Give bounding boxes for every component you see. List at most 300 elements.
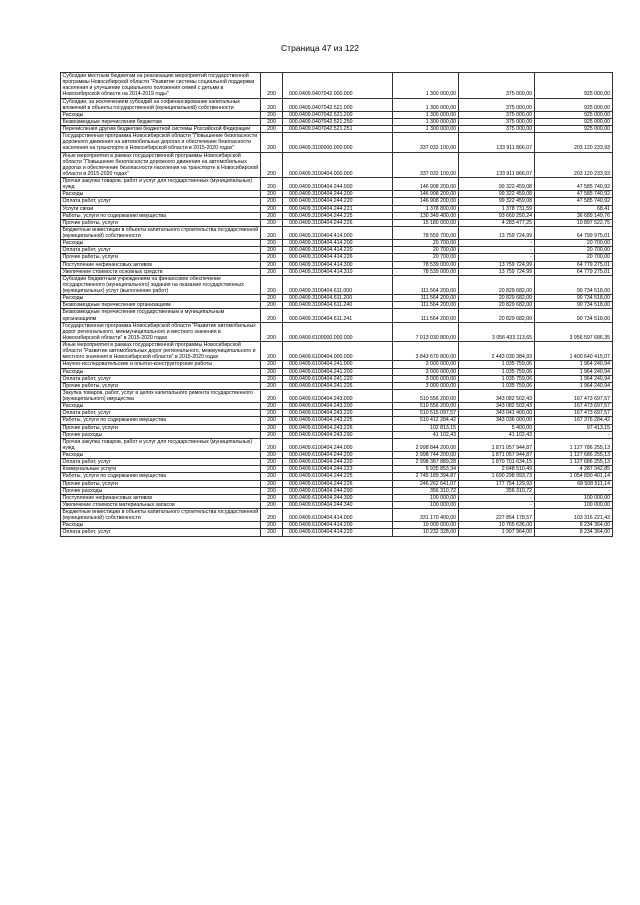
row-name: Оплата работ, услуг <box>61 198 261 205</box>
row-remaining: 1 400 640 415,07 <box>534 342 612 361</box>
table-row <box>61 191 613 198</box>
row-budget-code: 000.0409.6100404.244.000 <box>283 438 393 451</box>
row-budget-code: 000.0409.6100404.243.000 <box>283 389 393 402</box>
row-approved: 111 564 200,00 <box>392 295 458 302</box>
row-budget-code: 000.0409.6100404.241.220 <box>283 375 393 382</box>
row-executed: 13 759 724,99 <box>458 226 534 239</box>
row-executed: 2 443 030 384,93 <box>458 342 534 361</box>
row-executed: 133 911 866,07 <box>458 152 534 178</box>
row-name: Иные мероприятия в рамках государственной программы Новосибирской области "Развитие автомобильных дорог регионального, межмуниципального и местного значения в Новосибирской области" в 2015-2020 годах <box>61 342 261 361</box>
table-row <box>61 431 613 438</box>
budget-table-body <box>61 73 613 537</box>
row-executed: 375 000,00 <box>458 98 534 111</box>
row-budget-code: 000.0409.0407042.521.250 <box>283 118 393 125</box>
table-row <box>61 459 613 466</box>
table-row <box>61 417 613 424</box>
row-approved: 2 998 744 200,00 <box>392 452 458 459</box>
row-executed: 375 000,00 <box>458 118 534 125</box>
row-executed: 1 035 759,06 <box>458 382 534 389</box>
table-row <box>61 212 613 219</box>
table-row <box>61 240 613 247</box>
row-executed: 343 041 400,00 <box>458 410 534 417</box>
row-budget-code: 000.0409.3100404.244.220 <box>283 198 393 205</box>
row-name: Прочие работы, услуги <box>61 219 261 226</box>
table-row <box>61 247 613 254</box>
row-line-code: 200 <box>261 191 283 198</box>
row-line-code: 200 <box>261 198 283 205</box>
row-approved: 1 300 000,00 <box>392 126 458 133</box>
row-remaining: 925 000,00 <box>534 73 612 99</box>
row-line-code: 200 <box>261 509 283 522</box>
row-approved: 130 349 400,00 <box>392 212 458 219</box>
row-budget-code: 000.0409.3100404.244.000 <box>283 178 393 191</box>
row-line-code: 200 <box>261 302 283 309</box>
row-approved: 146 908 200,00 <box>392 198 458 205</box>
row-name: Субсидии, за исключением субсидий на софинансирование капитальных вложений в объекты государственной (муниципальной) собственности <box>61 98 261 111</box>
row-approved: 19 000 000,00 <box>392 522 458 529</box>
row-budget-code: 000.0409.6100404.243.220 <box>283 410 393 417</box>
row-budget-code: 000.0409.3100404.000.000 <box>283 152 393 178</box>
row-remaining: 100 000,00 <box>534 494 612 501</box>
row-line-code: 200 <box>261 522 283 529</box>
row-line-code: 200 <box>261 473 283 480</box>
row-budget-code: 000.0409.6100404.244.226 <box>283 480 393 487</box>
row-remaining: 925 000,00 <box>534 111 612 118</box>
row-remaining: 64 779 275,01 <box>534 268 612 275</box>
row-executed: 93 660 250,24 <box>458 212 534 219</box>
row-budget-code: 000.0409.6100404.241.200 <box>283 368 393 375</box>
row-line-code: 200 <box>261 219 283 226</box>
row-executed: 99 322 459,08 <box>458 191 534 198</box>
row-remaining: 925 000,00 <box>534 126 612 133</box>
row-approved: 7 013 030 800,00 <box>392 322 458 341</box>
row-approved: 1 300 000,00 <box>392 118 458 125</box>
row-executed: 343 082 502,43 <box>458 389 534 402</box>
row-name: Поступление нефинансовых активов <box>61 261 261 268</box>
row-line-code: 200 <box>261 501 283 508</box>
row-name: Перечисления другим бюджетам бюджетной системы Российской Федерации <box>61 126 261 133</box>
table-row <box>61 309 613 322</box>
row-remaining: 90 734 518,00 <box>534 295 612 302</box>
row-name: Расходы <box>61 295 261 302</box>
row-executed: 13 759 724,99 <box>458 268 534 275</box>
row-name: Оплата работ, услуг <box>61 529 261 536</box>
row-executed: 1 871 057 944,87 <box>458 452 534 459</box>
row-line-code: 200 <box>261 178 283 191</box>
row-name: Закупка товаров, работ, услуг в целях капитального ремонта государственного (муниципального) имущества <box>61 389 261 402</box>
row-line-code: 200 <box>261 309 283 322</box>
table-row <box>61 403 613 410</box>
row-approved: 331 170 400,00 <box>392 509 458 522</box>
row-approved: 1 300 000,00 <box>392 73 458 99</box>
row-line-code: 200 <box>261 459 283 466</box>
table-row <box>61 494 613 501</box>
table-row <box>61 368 613 375</box>
row-name: Иные мероприятия в рамках государственной программы Новосибирской области "Повышение безопасности дорожного движения на автомобильных дорогах и обеспечение безопасности населения на транспорте в Новосибирской области в 2015-2020 годах" <box>61 152 261 178</box>
row-remaining: 90 734 518,00 <box>534 275 612 294</box>
row-budget-code: 000.0409.3100404.611.000 <box>283 275 393 294</box>
row-budget-code: 000.0409.3100404.611.240 <box>283 302 393 309</box>
row-executed: - <box>458 494 534 501</box>
row-remaining: 203 120 233,93 <box>534 133 612 152</box>
row-remaining: 20 700,00 <box>534 254 612 261</box>
row-executed: 99 322 459,08 <box>458 178 534 191</box>
row-budget-code: 000.0409.3100404.244.226 <box>283 219 393 226</box>
row-name: Коммунальные услуги <box>61 466 261 473</box>
row-budget-code: 000.0409.6100404.241.226 <box>283 382 393 389</box>
row-line-code: 200 <box>261 375 283 382</box>
row-approved: 356 310,72 <box>392 487 458 494</box>
budget-table <box>60 72 613 537</box>
row-approved: 78 559 700,00 <box>392 226 458 239</box>
row-remaining: 64 799 975,01 <box>534 226 612 239</box>
row-name: Прочие работы, услуги <box>61 254 261 261</box>
row-remaining: 1 054 890 401,14 <box>534 473 612 480</box>
row-name: Безвозмездные перечисления организациям <box>61 302 261 309</box>
row-name: Расходы <box>61 522 261 529</box>
row-approved: 20 700,00 <box>392 240 458 247</box>
row-approved: 246 262 641,07 <box>392 480 458 487</box>
row-name: Прочая закупка товаров, работ и услуг для государственных (муниципальных) нужд <box>61 438 261 451</box>
row-approved: 41 102,43 <box>392 431 458 438</box>
table-row <box>61 295 613 302</box>
row-name: Прочие работы, услуги <box>61 382 261 389</box>
row-line-code: 200 <box>261 126 283 133</box>
row-name: Прочая закупка товаров, работ и услуг для государственных (муниципальных) нужд <box>61 178 261 191</box>
row-line-code: 200 <box>261 261 283 268</box>
row-budget-code: 000.0409.6100404.244.300 <box>283 494 393 501</box>
row-name: Безвозмездные перечисления бюджетам <box>61 118 261 125</box>
row-executed: 2 648 510,49 <box>458 466 534 473</box>
row-remaining: 3 956 597 686,35 <box>534 322 612 341</box>
row-budget-code: 000.0409.6100404.000.000 <box>283 342 393 361</box>
table-row <box>61 126 613 133</box>
row-approved: 6 935 853,34 <box>392 466 458 473</box>
table-row <box>61 452 613 459</box>
table-row <box>61 410 613 417</box>
row-budget-code: 000.0409.6100404.244.340 <box>283 501 393 508</box>
row-approved: 3 843 670 800,00 <box>392 342 458 361</box>
row-line-code: 200 <box>261 389 283 402</box>
row-remaining: 8 234 364,00 <box>534 522 612 529</box>
table-row <box>61 375 613 382</box>
row-name: Расходы <box>61 452 261 459</box>
row-budget-code: 000.0409.6100000.000.000 <box>283 322 393 341</box>
row-budget-code: 000.0409.3100404.414.226 <box>283 254 393 261</box>
row-executed: 20 829 682,00 <box>458 302 534 309</box>
row-remaining: 1 964 240,94 <box>534 361 612 368</box>
row-name: Услуги связи <box>61 205 261 212</box>
table-row <box>61 501 613 508</box>
row-line-code: 200 <box>261 275 283 294</box>
row-executed: 10 765 636,00 <box>458 522 534 529</box>
row-approved: 3 000 000,00 <box>392 361 458 368</box>
row-executed: 5 400,00 <box>458 424 534 431</box>
row-executed: 4 283 477,25 <box>458 219 534 226</box>
table-row <box>61 198 613 205</box>
table-row <box>61 438 613 451</box>
table-row <box>61 111 613 118</box>
row-executed: 20 829 682,00 <box>458 295 534 302</box>
row-line-code: 200 <box>261 487 283 494</box>
row-remaining: - <box>534 487 612 494</box>
row-approved: 1 378 800,00 <box>392 205 458 212</box>
row-line-code: 200 <box>261 342 283 361</box>
table-row <box>61 322 613 341</box>
row-line-code: 200 <box>261 73 283 99</box>
table-row <box>61 342 613 361</box>
row-name: Оплата работ, услуг <box>61 375 261 382</box>
row-line-code: 200 <box>261 133 283 152</box>
row-executed: 1 035 759,06 <box>458 368 534 375</box>
row-name: Расходы <box>61 111 261 118</box>
row-executed: 356 310,72 <box>458 487 534 494</box>
table-row <box>61 118 613 125</box>
row-remaining: 167 376 284,42 <box>534 417 612 424</box>
row-name: Работы, услуги по содержанию имущества <box>61 212 261 219</box>
row-remaining: 36 689 149,76 <box>534 212 612 219</box>
row-remaining: 100 000,00 <box>534 501 612 508</box>
row-line-code: 200 <box>261 438 283 451</box>
row-approved: 1 300 000,00 <box>392 98 458 111</box>
row-executed: 375 000,00 <box>458 73 534 99</box>
row-line-code: 200 <box>261 212 283 219</box>
row-remaining: 1 127 686 255,13 <box>534 459 612 466</box>
row-budget-code: 000.0409.6100404.244.220 <box>283 459 393 466</box>
row-budget-code: 000.0409.6100404.243.225 <box>283 417 393 424</box>
row-executed: 1 690 298 993,73 <box>458 473 534 480</box>
row-line-code: 200 <box>261 361 283 368</box>
row-approved: 3 000 000,00 <box>392 382 458 389</box>
row-executed: 1 378 731,59 <box>458 205 534 212</box>
row-budget-code: 000.0409.0407042.000.000 <box>283 73 393 99</box>
table-row <box>61 473 613 480</box>
row-name: Безвозмездные перечисления государственным и муниципальным организациям <box>61 309 261 322</box>
row-name: Работы, услуги по содержанию имущества <box>61 473 261 480</box>
row-executed: 375 000,00 <box>458 126 534 133</box>
row-executed: 343 082 502,43 <box>458 403 534 410</box>
row-remaining: 10 897 522,75 <box>534 219 612 226</box>
row-budget-code: 000.0409.3100404.414.000 <box>283 226 393 239</box>
page-number: Страница 47 из 122 <box>281 43 359 53</box>
row-name: Расходы <box>61 368 261 375</box>
row-line-code: 200 <box>261 424 283 431</box>
row-remaining: 47 585 740,92 <box>534 198 612 205</box>
row-remaining: 103 316 221,43 <box>534 509 612 522</box>
row-line-code: 200 <box>261 452 283 459</box>
row-approved: 2 998 844 200,00 <box>392 438 458 451</box>
row-name: Работы, услуги по содержанию имущества <box>61 417 261 424</box>
table-row <box>61 133 613 152</box>
row-approved: 100 000,00 <box>392 501 458 508</box>
row-executed: 227 854 178,57 <box>458 509 534 522</box>
row-name: Расходы <box>61 191 261 198</box>
table-row <box>61 424 613 431</box>
row-executed: 20 829 682,00 <box>458 309 534 322</box>
row-approved: 3 000 000,00 <box>392 368 458 375</box>
row-remaining: 1 127 786 255,13 <box>534 438 612 451</box>
row-name: Прочие работы, услуги <box>61 424 261 431</box>
table-row <box>61 389 613 402</box>
row-executed: - <box>458 247 534 254</box>
row-budget-code: 000.0409.6100404.244.225 <box>283 473 393 480</box>
table-row <box>61 178 613 191</box>
row-approved: 3 000 000,00 <box>392 375 458 382</box>
row-approved: 510 412 284,42 <box>392 417 458 424</box>
row-remaining: 8 234 364,00 <box>534 529 612 536</box>
row-approved: 111 564 200,00 <box>392 275 458 294</box>
row-budget-code: 000.0409.3100404.414.310 <box>283 268 393 275</box>
row-line-code: 200 <box>261 368 283 375</box>
row-approved: 510 515 097,57 <box>392 410 458 417</box>
row-line-code: 200 <box>261 529 283 536</box>
row-budget-code: 000.0409.3100404.244.200 <box>283 191 393 198</box>
row-remaining: 1 964 240,94 <box>534 368 612 375</box>
row-line-code: 200 <box>261 268 283 275</box>
table-row <box>61 275 613 294</box>
row-executed: 41 102,43 <box>458 431 534 438</box>
row-line-code: 200 <box>261 240 283 247</box>
table-row <box>61 529 613 536</box>
row-line-code: 200 <box>261 118 283 125</box>
row-name: Субсидии бюджетным учреждениям на финансовое обеспечение государственного (муниципального) задания на оказание государственных (муниципальных) услуг (выполнение работ) <box>61 275 261 294</box>
table-row <box>61 226 613 239</box>
row-budget-code: 000.0409.3100404.414.300 <box>283 261 393 268</box>
table-row <box>61 219 613 226</box>
row-budget-code: 000.0409.6100404.244.290 <box>283 487 393 494</box>
row-budget-code: 000.0409.3100404.414.220 <box>283 247 393 254</box>
row-name: Поступление нефинансовых активов <box>61 494 261 501</box>
row-approved: 10 232 328,00 <box>392 529 458 536</box>
row-line-code: 200 <box>261 226 283 239</box>
row-executed: 1 871 057 944,87 <box>458 438 534 451</box>
row-remaining: 64 779 275,01 <box>534 261 612 268</box>
row-name: Расходы <box>61 403 261 410</box>
row-budget-code: 000.0409.6100404.243.226 <box>283 424 393 431</box>
row-budget-code: 000.0409.0407042.521.251 <box>283 126 393 133</box>
row-line-code: 200 <box>261 417 283 424</box>
table-row <box>61 98 613 111</box>
row-name: Увеличение стоимости основных средств <box>61 268 261 275</box>
row-remaining: 4 287 342,85 <box>534 466 612 473</box>
row-name: Научно-исследовательские и опытно-конструкторские работы <box>61 361 261 368</box>
row-remaining: 167 473 697,57 <box>534 403 612 410</box>
table-row <box>61 480 613 487</box>
row-name: Увеличение стоимости материальных запасов <box>61 501 261 508</box>
row-name: Бюджетные инвестиции в объекты капитального строительства государственной (муниципальной) собственности <box>61 509 261 522</box>
row-executed: 1 035 759,06 <box>458 361 534 368</box>
table-row <box>61 302 613 309</box>
row-executed: 133 911 866,07 <box>458 133 534 152</box>
row-approved: 146 908 200,00 <box>392 178 458 191</box>
row-name: Оплата работ, услуг <box>61 459 261 466</box>
table-row <box>61 382 613 389</box>
row-line-code: 200 <box>261 205 283 212</box>
row-line-code: 200 <box>261 403 283 410</box>
row-name: Оплата работ, услуг <box>61 247 261 254</box>
row-executed: 177 754 129,93 <box>458 480 534 487</box>
row-executed: - <box>458 254 534 261</box>
row-executed: 3 056 433 113,65 <box>458 322 534 341</box>
row-budget-code: 000.0409.3100000.000.000 <box>283 133 393 152</box>
row-executed: 1 997 964,00 <box>458 529 534 536</box>
row-remaining: 90 734 518,00 <box>534 309 612 322</box>
row-remaining: 68 508 511,14 <box>534 480 612 487</box>
row-name: Оплата работ, услуг <box>61 410 261 417</box>
row-budget-code: 000.0409.6100404.244.223 <box>283 466 393 473</box>
row-approved: 20 700,00 <box>392 254 458 261</box>
row-executed: 343 036 000,00 <box>458 417 534 424</box>
row-approved: 100 000,00 <box>392 494 458 501</box>
row-approved: 111 564 200,00 <box>392 302 458 309</box>
row-line-code: 200 <box>261 254 283 261</box>
row-name: Субсидии местным бюджетам на реализацию мероприятий государственной программы Новосибирской области "Развитие системы социальной поддержки населения и улучшение социального положения семей с детьми в Новосибирской области на 2014-2019 годы" <box>61 73 261 99</box>
row-remaining: 68,41 <box>534 205 612 212</box>
row-remaining: 20 700,00 <box>534 247 612 254</box>
row-line-code: 200 <box>261 382 283 389</box>
row-budget-code: 000.0409.0407042.521.200 <box>283 111 393 118</box>
row-approved: 78 539 000,00 <box>392 261 458 268</box>
row-name: Бюджетные инвестиции в объекты капитального строительства государственной (муниципальной) собственности <box>61 226 261 239</box>
table-row <box>61 261 613 268</box>
row-line-code: 200 <box>261 247 283 254</box>
row-remaining: 203 120 233,93 <box>534 152 612 178</box>
row-approved: 337 032 100,00 <box>392 152 458 178</box>
row-remaining: 1 127 686 255,13 <box>534 452 612 459</box>
row-approved: 102 813,15 <box>392 424 458 431</box>
row-approved: 78 539 000,00 <box>392 268 458 275</box>
row-name: Государственная программа Новосибирской области "Развитие автомобильных дорог регионального, межмуниципального и местного значения в Новосибирской области" в 2015-2020 годах <box>61 322 261 341</box>
row-line-code: 200 <box>261 152 283 178</box>
row-remaining: 167 473 697,57 <box>534 389 612 402</box>
row-budget-code: 000.0409.3100404.244.225 <box>283 212 393 219</box>
table-row <box>61 466 613 473</box>
table-row <box>61 268 613 275</box>
row-budget-code: 000.0409.6100404.414.000 <box>283 509 393 522</box>
row-executed: 20 829 682,00 <box>458 275 534 294</box>
row-budget-code: 000.0409.3100404.244.221 <box>283 205 393 212</box>
row-approved: 1 300 000,00 <box>392 111 458 118</box>
row-approved: 146 908 200,00 <box>392 191 458 198</box>
row-budget-code: 000.0409.0407042.521.000 <box>283 98 393 111</box>
row-remaining: 47 585 740,92 <box>534 178 612 191</box>
row-approved: 20 700,00 <box>392 247 458 254</box>
row-remaining: 167 473 697,57 <box>534 410 612 417</box>
row-line-code: 200 <box>261 410 283 417</box>
row-approved: 111 564 200,00 <box>392 309 458 322</box>
row-approved: 2 745 189 394,87 <box>392 473 458 480</box>
row-remaining: 97 413,15 <box>534 424 612 431</box>
row-budget-code: 000.0409.6100404.241.000 <box>283 361 393 368</box>
row-name: Прочие работы, услуги <box>61 480 261 487</box>
row-executed: 1 870 701 634,15 <box>458 459 534 466</box>
row-line-code: 200 <box>261 111 283 118</box>
row-name: Прочие расходы <box>61 431 261 438</box>
row-name: Прочие расходы <box>61 487 261 494</box>
row-approved: 2 998 387 889,28 <box>392 459 458 466</box>
row-executed: - <box>458 240 534 247</box>
row-budget-code: 000.0409.3100404.611.241 <box>283 309 393 322</box>
row-line-code: 200 <box>261 480 283 487</box>
row-approved: 15 180 000,00 <box>392 219 458 226</box>
row-budget-code: 000.0409.3100404.611.200 <box>283 295 393 302</box>
row-remaining: 20 700,00 <box>534 240 612 247</box>
row-executed: 1 035 759,06 <box>458 375 534 382</box>
row-name: Государственная программа Новосибирской области "Повышение безопасности дорожного движения на автомобильных дорогах и обеспечение безопасности населения на транспорте в Новосибирской области в 2015-2020 годах" <box>61 133 261 152</box>
row-approved: 337 032 100,00 <box>392 133 458 152</box>
row-remaining: 925 000,00 <box>534 98 612 111</box>
row-remaining: 925 000,00 <box>534 118 612 125</box>
